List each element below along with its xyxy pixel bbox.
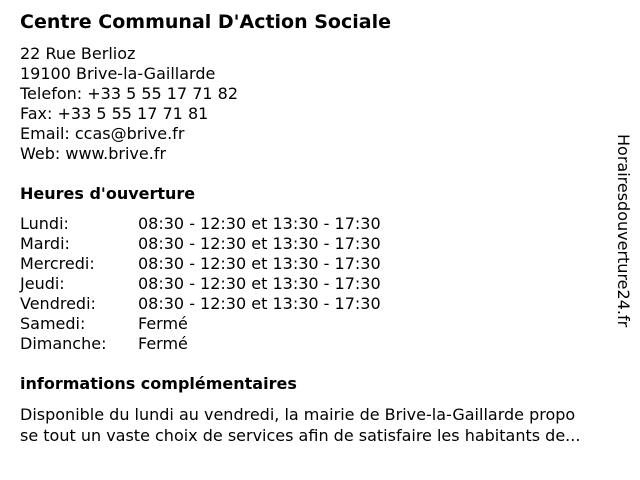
page-title: Centre Communal D'Action Sociale <box>20 11 391 33</box>
day-label: Mardi: <box>20 234 70 253</box>
info-line: Disponible du lundi au vendredi, la mairie de Brive-la-Gaillarde propo <box>20 405 576 424</box>
address-block <box>20 44 238 164</box>
day-hours: 08:30 - 12:30 et 13:30 - 17:30 <box>138 234 381 253</box>
website: Web: www.brive.fr <box>20 144 167 163</box>
day-hours: 08:30 - 12:30 et 13:30 - 17:30 <box>138 214 381 233</box>
city-postal: 19100 Brive-la-Gaillarde <box>20 64 216 83</box>
day-label: Samedi: <box>20 314 86 333</box>
day-label: Lundi: <box>20 214 69 233</box>
street-address: 22 Rue Berlioz <box>20 44 136 63</box>
phone-number: Telefon: +33 5 55 17 71 82 <box>20 84 239 103</box>
day-hours: 08:30 - 12:30 et 13:30 - 17:30 <box>138 254 381 273</box>
day-label: Dimanche: <box>20 334 107 353</box>
info-description <box>20 404 630 446</box>
day-label: Vendredi: <box>20 294 96 313</box>
info-heading: informations complémentaires <box>20 374 297 393</box>
site-watermark: Horairesdouverture24.fr <box>614 134 633 328</box>
day-hours: Fermé <box>138 334 188 353</box>
day-label: Mercredi: <box>20 254 95 273</box>
day-hours: Fermé <box>138 314 188 333</box>
fax-number: Fax: +33 5 55 17 71 81 <box>20 104 209 123</box>
day-hours: 08:30 - 12:30 et 13:30 - 17:30 <box>138 294 381 313</box>
day-label: Jeudi: <box>20 274 65 293</box>
email-address: Email: ccas@brive.fr <box>20 124 185 143</box>
info-line: se tout un vaste choix de services afin de satisfaire les habitants de... <box>20 426 581 445</box>
hours-heading: Heures d'ouverture <box>20 184 196 203</box>
day-hours: 08:30 - 12:30 et 13:30 - 17:30 <box>138 274 381 293</box>
